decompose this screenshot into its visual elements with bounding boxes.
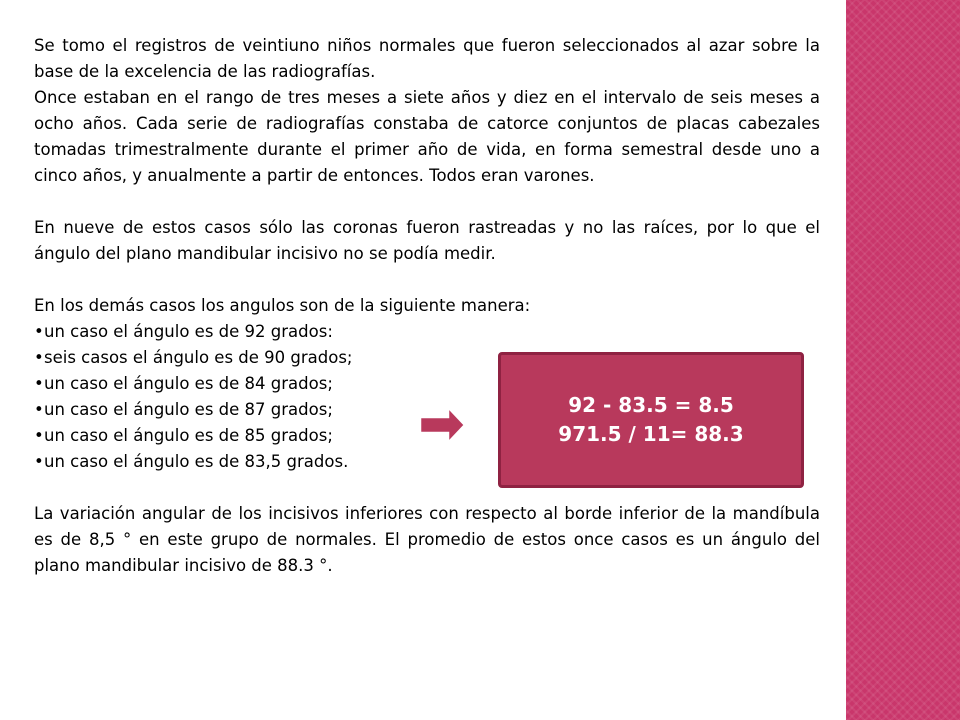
list-item: •un caso el ángulo es de 87 grados; [34,397,820,423]
bullet-icon: • [34,400,44,419]
bullet-icon: • [34,374,44,393]
calculation-line-2: 971.5 / 11= 88.3 [558,422,744,446]
intro-paragraph-2: Once estaban en el rango de tres meses a siete años y diez en el intervalo de seis meses a ocho años. Cada serie de radiografías constaba de catorce conjuntos de placas cabezales tomadas trimestralmente durante el primer año de vida, en forma semestral desde uno a cinco años, y anualmente a partir de entonces. Todos eran varones. [34,88,820,185]
intro-paragraph-1: Se tomo el registros de veintiuno niños normales que fueron seleccionados al azar sobre la base de la excelencia de las radiografías. [34,36,820,81]
bullet-icon: • [34,348,44,367]
decorative-sidebar [846,0,960,720]
calculation-box [498,352,804,488]
list-item: •un caso el ángulo es de 83,5 grados. [34,449,820,475]
paragraph-crowns: En nueve de estos casos sólo las coronas fueron rastreadas y no las raíces, por lo que el ángulo del plano mandibular incisivo no se podía medir. [34,218,820,263]
bullet-icon: • [34,452,44,471]
paragraph-conclusion: La variación angular de los incisivos inferiores con respecto al borde inferior de la mandíbula es de 8,5 ° en este grupo de normales. El promedio de estos once casos es un ángulo del plano mandibular incisivo de 88.3 °. [34,504,820,575]
right-arrow-icon [418,404,468,446]
paragraph-angles-intro: En los demás casos los angulos son de la siguiente manera: [34,296,531,315]
bullet-icon: • [34,322,44,341]
list-item: •un caso el ángulo es de 84 grados; [34,371,820,397]
list-item: •seis casos el ángulo es de 90 grados; [34,345,820,371]
slide-text [34,33,820,579]
bullet-icon: • [34,426,44,445]
calculation-line-1: 92 - 83.5 = 8.5 [568,393,734,417]
list-item: •un caso el ángulo es de 92 grados: [34,319,820,345]
list-item: •un caso el ángulo es de 85 grados; [34,423,820,449]
